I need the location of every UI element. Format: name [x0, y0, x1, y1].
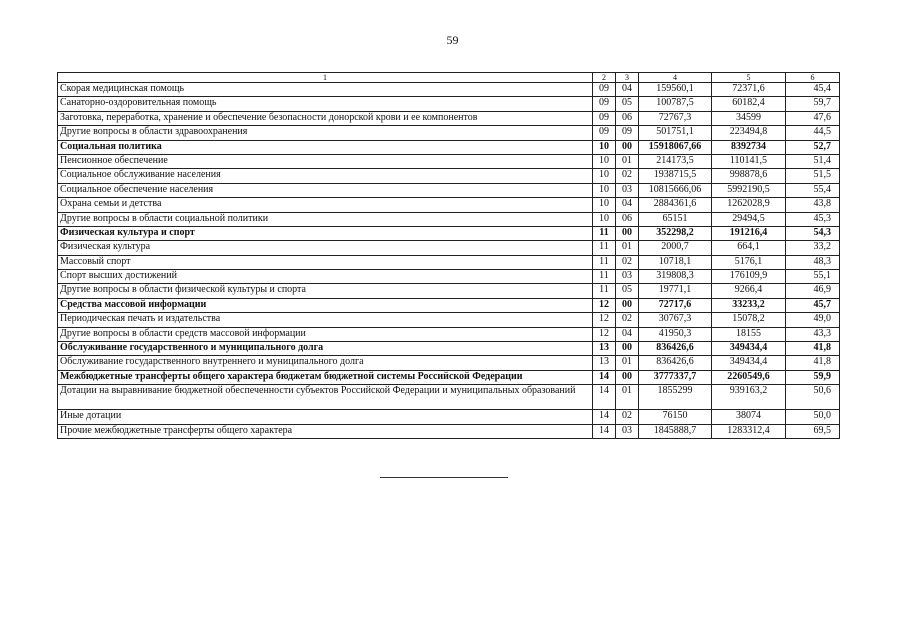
- row-name-cell: Обслуживание государственного и муниципального долга: [58, 342, 593, 356]
- section-code-cell: 10: [593, 154, 616, 168]
- actual-amount-cell: 223494,8: [712, 126, 786, 140]
- table-row: [58, 424, 840, 438]
- table-row: [58, 140, 840, 154]
- subsection-code-cell: 00: [616, 370, 639, 384]
- section-code-cell: 14: [593, 410, 616, 424]
- subsection-code-cell: 04: [616, 198, 639, 212]
- subsection-code-cell: 03: [616, 183, 639, 197]
- column-header-name: 1: [58, 73, 593, 83]
- subsection-code-cell: 01: [616, 154, 639, 168]
- actual-amount-cell: 29494,5: [712, 212, 786, 226]
- row-name-cell: Физическая культура: [58, 241, 593, 255]
- plan-amount-cell: 19771,1: [639, 284, 712, 298]
- plan-amount-cell: 2884361,6: [639, 198, 712, 212]
- table-row: [58, 284, 840, 298]
- table-row: [58, 154, 840, 168]
- subsection-code-cell: 09: [616, 126, 639, 140]
- table-row: [58, 183, 840, 197]
- subsection-code-cell: 04: [616, 83, 639, 97]
- execution-percent-cell: 50,0: [786, 410, 840, 424]
- execution-percent-cell: 48,3: [786, 255, 840, 269]
- row-name-cell: Физическая культура и спорт: [58, 226, 593, 240]
- column-header-percent: 6: [786, 73, 840, 83]
- plan-amount-cell: 501751,1: [639, 126, 712, 140]
- actual-amount-cell: 2260549,6: [712, 370, 786, 384]
- plan-amount-cell: 319808,3: [639, 270, 712, 284]
- table-row: [58, 255, 840, 269]
- table-row: [58, 313, 840, 327]
- section-code-cell: 10: [593, 198, 616, 212]
- table-row: [58, 356, 840, 370]
- row-name-cell: Социальная политика: [58, 140, 593, 154]
- execution-percent-cell: 41,8: [786, 356, 840, 370]
- actual-amount-cell: 34599: [712, 111, 786, 125]
- table-row: [58, 97, 840, 111]
- actual-amount-cell: 5992190,5: [712, 183, 786, 197]
- budget-table: [57, 72, 840, 439]
- actual-amount-cell: 110141,5: [712, 154, 786, 168]
- subsection-code-cell: 00: [616, 226, 639, 240]
- actual-amount-cell: 38074: [712, 410, 786, 424]
- execution-percent-cell: 43,8: [786, 198, 840, 212]
- execution-percent-cell: 47,6: [786, 111, 840, 125]
- section-code-cell: 10: [593, 140, 616, 154]
- subsection-code-cell: 02: [616, 410, 639, 424]
- row-name-cell: Другие вопросы в области средств массовой информации: [58, 327, 593, 341]
- row-name-cell: Пенсионное обеспечение: [58, 154, 593, 168]
- table-row: [58, 111, 840, 125]
- subsection-code-cell: 03: [616, 270, 639, 284]
- plan-amount-cell: 41950,3: [639, 327, 712, 341]
- execution-percent-cell: 46,9: [786, 284, 840, 298]
- row-name-cell: Санаторно-оздоровительная помощь: [58, 97, 593, 111]
- table-row: [58, 270, 840, 284]
- plan-amount-cell: 214173,5: [639, 154, 712, 168]
- execution-percent-cell: 45,7: [786, 298, 840, 312]
- section-code-cell: 13: [593, 342, 616, 356]
- plan-amount-cell: 10718,1: [639, 255, 712, 269]
- plan-amount-cell: 352298,2: [639, 226, 712, 240]
- page-number: 59: [446, 33, 459, 47]
- row-name-cell: Другие вопросы в области здравоохранения: [58, 126, 593, 140]
- plan-amount-cell: 76150: [639, 410, 712, 424]
- section-code-cell: 09: [593, 97, 616, 111]
- plan-amount-cell: 3777337,7: [639, 370, 712, 384]
- column-header-plan: 4: [639, 73, 712, 83]
- plan-amount-cell: 72767,3: [639, 111, 712, 125]
- execution-percent-cell: 69,5: [786, 424, 840, 438]
- table-row: [58, 83, 840, 97]
- column-header-subsection: 3: [616, 73, 639, 83]
- row-name-cell: Другие вопросы в области физической культуры и спорта: [58, 284, 593, 298]
- subsection-code-cell: 00: [616, 342, 639, 356]
- plan-amount-cell: 30767,3: [639, 313, 712, 327]
- row-name-cell: Дотации на выравнивание бюджетной обеспеченности субъектов Российской Федерации и муниципальных образований: [58, 385, 593, 410]
- section-code-cell: 09: [593, 126, 616, 140]
- section-code-cell: 09: [593, 111, 616, 125]
- actual-amount-cell: 9266,4: [712, 284, 786, 298]
- subsection-code-cell: 02: [616, 255, 639, 269]
- section-code-cell: 11: [593, 270, 616, 284]
- budget-table-body: [58, 73, 840, 439]
- subsection-code-cell: 03: [616, 424, 639, 438]
- plan-amount-cell: 836426,6: [639, 342, 712, 356]
- table-row: [58, 410, 840, 424]
- table-row: [58, 226, 840, 240]
- execution-percent-cell: 51,4: [786, 154, 840, 168]
- row-name-cell: Периодическая печать и издательства: [58, 313, 593, 327]
- actual-amount-cell: 664,1: [712, 241, 786, 255]
- section-code-cell: 10: [593, 212, 616, 226]
- section-code-cell: 10: [593, 183, 616, 197]
- execution-percent-cell: 54,3: [786, 226, 840, 240]
- section-code-cell: 13: [593, 356, 616, 370]
- column-header-actual: 5: [712, 73, 786, 83]
- actual-amount-cell: 33233,2: [712, 298, 786, 312]
- row-name-cell: Скорая медицинская помощь: [58, 83, 593, 97]
- subsection-code-cell: 02: [616, 169, 639, 183]
- table-row: [58, 298, 840, 312]
- row-name-cell: Социальное обеспечение населения: [58, 183, 593, 197]
- actual-amount-cell: 8392734: [712, 140, 786, 154]
- table-row: [58, 169, 840, 183]
- execution-percent-cell: 55,4: [786, 183, 840, 197]
- row-name-cell: Спорт высших достижений: [58, 270, 593, 284]
- subsection-code-cell: 01: [616, 241, 639, 255]
- actual-amount-cell: 60182,4: [712, 97, 786, 111]
- actual-amount-cell: 72371,6: [712, 83, 786, 97]
- section-code-cell: 12: [593, 327, 616, 341]
- end-of-table-rule: [380, 477, 508, 478]
- execution-percent-cell: 44,5: [786, 126, 840, 140]
- section-code-cell: 10: [593, 169, 616, 183]
- actual-amount-cell: 939163,2: [712, 385, 786, 410]
- subsection-code-cell: 01: [616, 356, 639, 370]
- actual-amount-cell: 191216,4: [712, 226, 786, 240]
- subsection-code-cell: 05: [616, 97, 639, 111]
- table-row: [58, 370, 840, 384]
- section-code-cell: 11: [593, 241, 616, 255]
- table-row: [58, 212, 840, 226]
- section-code-cell: 14: [593, 385, 616, 410]
- subsection-code-cell: 06: [616, 212, 639, 226]
- row-name-cell: Социальное обслуживание населения: [58, 169, 593, 183]
- plan-amount-cell: 65151: [639, 212, 712, 226]
- subsection-code-cell: 05: [616, 284, 639, 298]
- section-code-cell: 12: [593, 313, 616, 327]
- row-name-cell: Другие вопросы в области социальной политики: [58, 212, 593, 226]
- execution-percent-cell: 41,8: [786, 342, 840, 356]
- actual-amount-cell: 5176,1: [712, 255, 786, 269]
- row-name-cell: Средства массовой информации: [58, 298, 593, 312]
- actual-amount-cell: 998878,6: [712, 169, 786, 183]
- actual-amount-cell: 349434,4: [712, 342, 786, 356]
- plan-amount-cell: 1855299: [639, 385, 712, 410]
- table-row: [58, 385, 840, 410]
- execution-percent-cell: 49,0: [786, 313, 840, 327]
- execution-percent-cell: 45,3: [786, 212, 840, 226]
- section-code-cell: 12: [593, 298, 616, 312]
- plan-amount-cell: 159560,1: [639, 83, 712, 97]
- subsection-code-cell: 00: [616, 298, 639, 312]
- execution-percent-cell: 55,1: [786, 270, 840, 284]
- subsection-code-cell: 00: [616, 140, 639, 154]
- row-name-cell: Межбюджетные трансферты общего характера бюджетам бюджетной системы Российской Федерации: [58, 370, 593, 384]
- execution-percent-cell: 45,4: [786, 83, 840, 97]
- execution-percent-cell: 52,7: [786, 140, 840, 154]
- actual-amount-cell: 349434,4: [712, 356, 786, 370]
- row-name-cell: Охрана семьи и детства: [58, 198, 593, 212]
- plan-amount-cell: 100787,5: [639, 97, 712, 111]
- actual-amount-cell: 1262028,9: [712, 198, 786, 212]
- plan-amount-cell: 10815666,06: [639, 183, 712, 197]
- plan-amount-cell: 15918067,66: [639, 140, 712, 154]
- plan-amount-cell: 1845888,7: [639, 424, 712, 438]
- table-row: [58, 126, 840, 140]
- actual-amount-cell: 176109,9: [712, 270, 786, 284]
- section-code-cell: 11: [593, 226, 616, 240]
- section-code-cell: 14: [593, 424, 616, 438]
- plan-amount-cell: 72717,6: [639, 298, 712, 312]
- execution-percent-cell: 43,3: [786, 327, 840, 341]
- table-row: [58, 241, 840, 255]
- row-name-cell: Массовый спорт: [58, 255, 593, 269]
- actual-amount-cell: 1283312,4: [712, 424, 786, 438]
- section-code-cell: 14: [593, 370, 616, 384]
- section-code-cell: 09: [593, 83, 616, 97]
- actual-amount-cell: 15078,2: [712, 313, 786, 327]
- column-number-header-row: [58, 73, 840, 83]
- row-name-cell: Заготовка, переработка, хранение и обеспечение безопасности донорской крови и ее компонентов: [58, 111, 593, 125]
- plan-amount-cell: 836426,6: [639, 356, 712, 370]
- column-header-section: 2: [593, 73, 616, 83]
- actual-amount-cell: 18155: [712, 327, 786, 341]
- execution-percent-cell: 33,2: [786, 241, 840, 255]
- execution-percent-cell: 51,5: [786, 169, 840, 183]
- execution-percent-cell: 50,6: [786, 385, 840, 410]
- section-code-cell: 11: [593, 255, 616, 269]
- table-row: [58, 198, 840, 212]
- plan-amount-cell: 1938715,5: [639, 169, 712, 183]
- plan-amount-cell: 2000,7: [639, 241, 712, 255]
- subsection-code-cell: 06: [616, 111, 639, 125]
- subsection-code-cell: 04: [616, 327, 639, 341]
- row-name-cell: Обслуживание государственного внутреннего и муниципального долга: [58, 356, 593, 370]
- table-row: [58, 342, 840, 356]
- execution-percent-cell: 59,9: [786, 370, 840, 384]
- row-name-cell: Прочие межбюджетные трансферты общего характера: [58, 424, 593, 438]
- table-row: [58, 327, 840, 341]
- subsection-code-cell: 01: [616, 385, 639, 410]
- section-code-cell: 11: [593, 284, 616, 298]
- subsection-code-cell: 02: [616, 313, 639, 327]
- row-name-cell: Иные дотации: [58, 410, 593, 424]
- execution-percent-cell: 59,7: [786, 97, 840, 111]
